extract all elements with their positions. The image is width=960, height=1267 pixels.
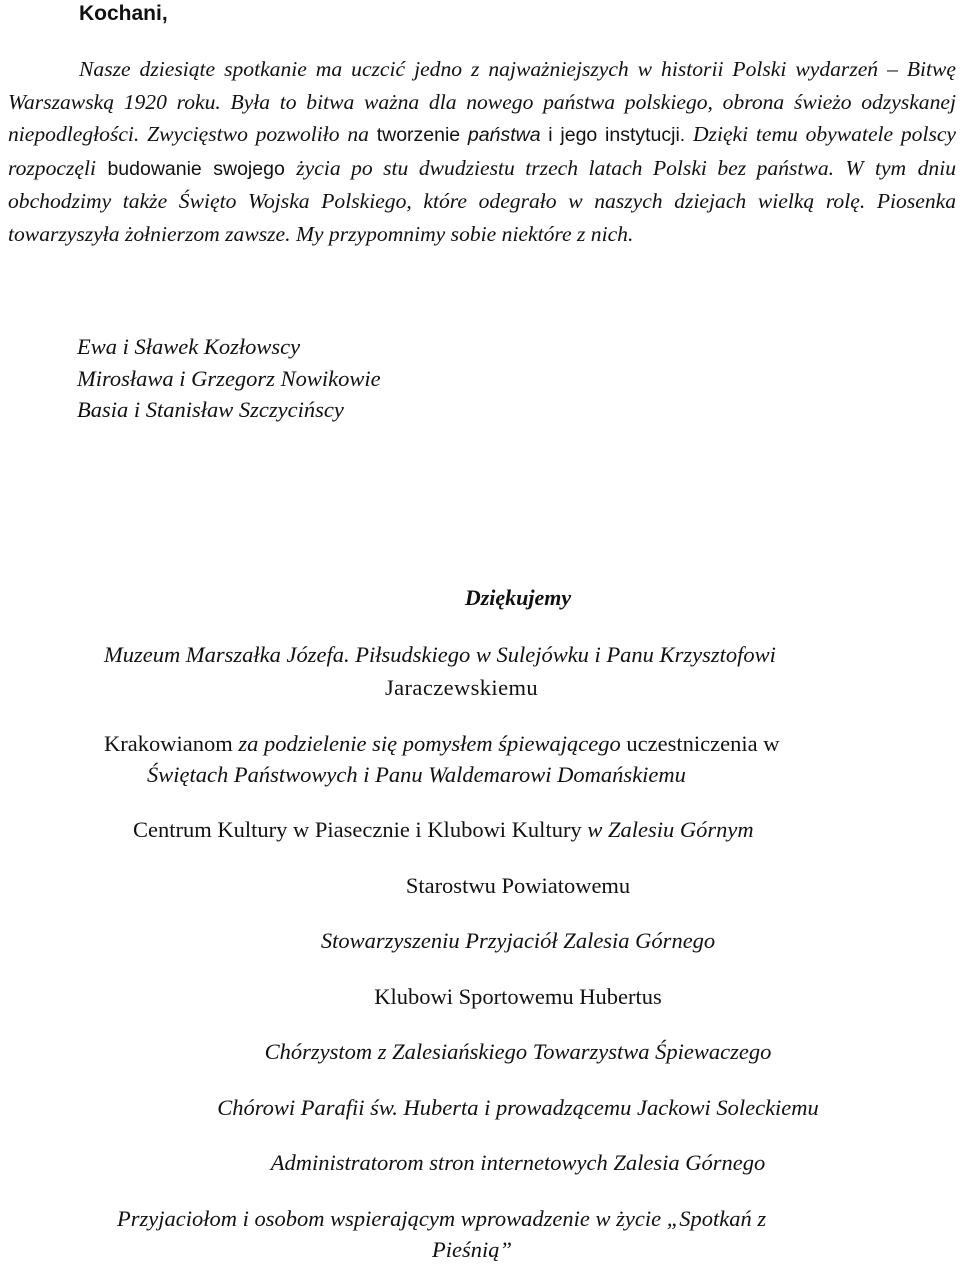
thanks-heading: Dziękujemy <box>464 585 572 610</box>
thanks-centrum-b: w Zalesiu Górnym <box>587 817 754 842</box>
thanks-starostwo: Starostwu Powiatowemu <box>405 873 631 898</box>
intro-sentence-4c: i jego instytucji. <box>548 124 686 146</box>
signature-2: Mirosława i Grzegorz Nowikowie <box>77 365 381 391</box>
thanks-krakow-c: uczestniczenia w <box>626 731 780 756</box>
thanks-museum-line-1: Muzeum Marszałka Józefa. Piłsudskiego w Sulejówku i Panu Krzysztofowi <box>104 642 776 667</box>
intro-sentence-2: Była to bitwa ważna dla nowego państwa polskiego, obrona świeżo odzyskanej niepodległości. <box>8 89 956 146</box>
thanks-stowarzyszenie: Stowarzyszeniu Przyjaciół Zalesia Górnego <box>320 928 716 953</box>
intro-sentence-5: Dzięki temu obywatele polscy rozpoczęli <box>8 122 957 180</box>
intro-sentence-6b: życia po stu dwudziestu trzech latach Polski bez państwa. <box>296 155 835 180</box>
intro-sentence-3: Zwycięstwo pozwoliło na <box>147 122 369 146</box>
thanks-krakow-a: Krakowianom <box>104 731 233 756</box>
thanks-przyjaciele-line-2: Pieśnią” <box>432 1237 513 1262</box>
thanks-centrum-a: Centrum Kultury w Piasecznie i Klubowi Kultury <box>133 817 582 842</box>
intro-sentence-7: W tym dniu obchodzimy także Święto Wojska Polskiego, które odegrało w naszych dziejach wielką rolę. Piosenka towarzyszyła żołnierzom zawsze. My przypomnimy sobie niektóre z nich. <box>8 155 956 246</box>
greeting: Kochani, <box>79 2 168 25</box>
intro-sentence-1: Nasze dziesiąte spotkanie ma uczcić jedno z najważniejszych w historii Polski wydarzeń – Bitwę Warszawską 1920 roku. <box>8 57 956 114</box>
intro-sentence-4b: państwa <box>467 124 541 146</box>
thanks-museum-line-2: Jaraczewskiemu <box>385 675 539 700</box>
intro-paragraph <box>8 53 956 250</box>
thanks-krakow-line-1 <box>104 728 779 760</box>
intro-sentence-4a: tworzenie <box>376 124 461 146</box>
intro-sentence-6a: budowanie swojego <box>107 157 285 180</box>
thanks-centrum <box>133 814 754 846</box>
thanks-krakow-b: za podzielenie się pomysłem śpiewającego <box>238 731 621 756</box>
thanks-admini: Administratorom stron internetowych Zalesia Górnego <box>270 1150 766 1175</box>
thanks-hubertus: Klubowi Sportowemu Hubertus <box>374 984 662 1009</box>
thanks-przyjaciele-line-1: Przyjaciołom i osobom wspierającym wprowadzenie w życie „Spotkań z <box>117 1206 767 1231</box>
thanks-chor: Chórowi Parafii św. Huberta i prowadzącemu Jackowi Soleckiemu <box>217 1095 819 1120</box>
signature-3: Basia i Stanisław Szczycińscy <box>77 397 344 422</box>
thanks-chorzysci: Chórzystom z Zalesiańskiego Towarzystwa Śpiewaczego <box>264 1039 772 1064</box>
signature-list <box>77 331 381 426</box>
thanks-krakow-line-2: Świętach Państwowych i Panu Waldemarowi Domańskiemu <box>147 762 686 787</box>
signature-1: Ewa i Sławek Kozłowscy <box>77 334 301 359</box>
